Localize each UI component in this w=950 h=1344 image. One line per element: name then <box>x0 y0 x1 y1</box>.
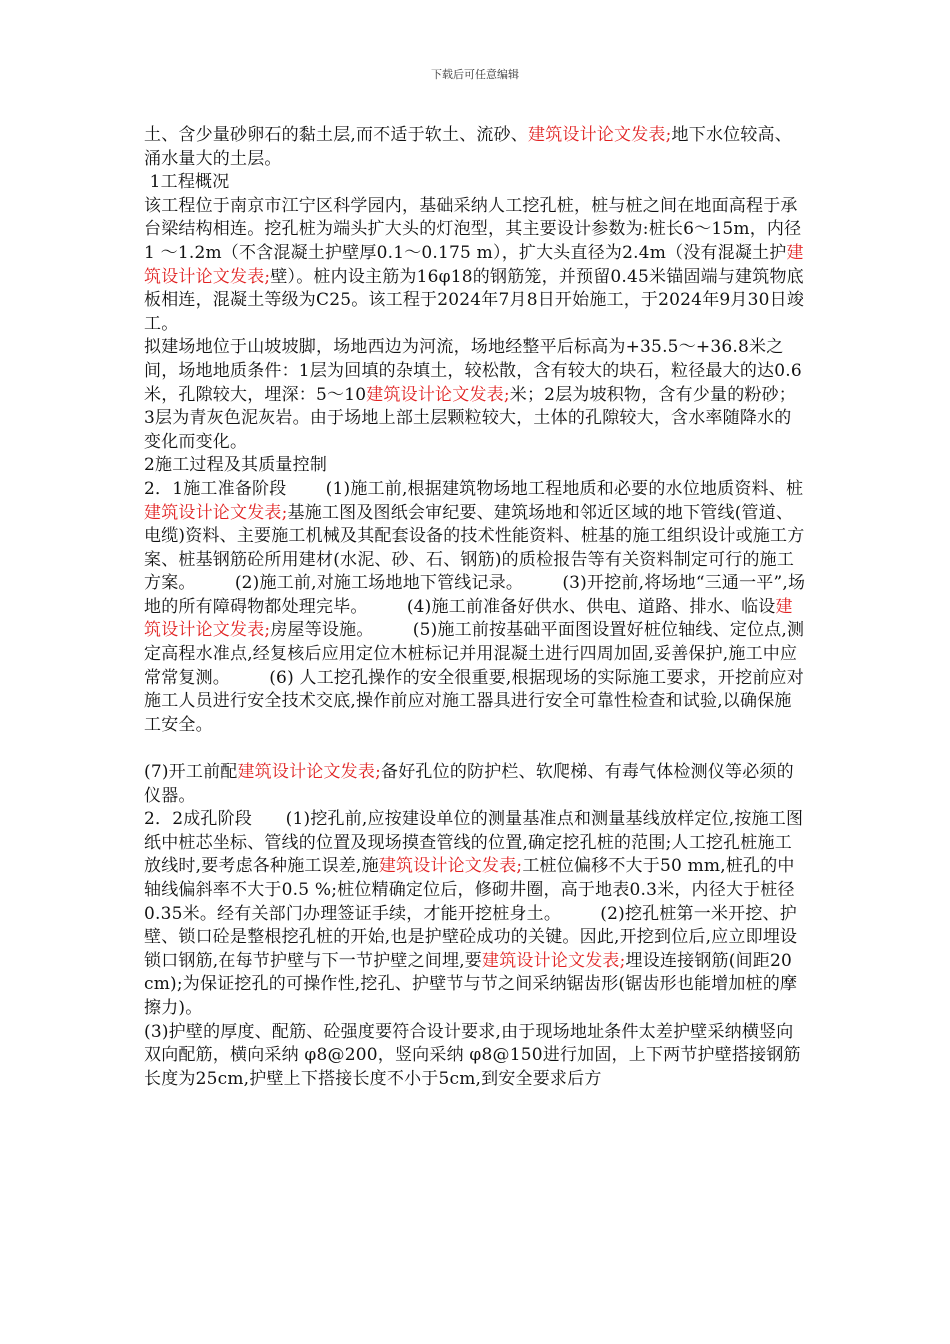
text-run: 土、含少量砂卵石的黏土层,而不适于软土、流砂、 <box>144 125 529 145</box>
paragraph-spacer <box>144 737 806 761</box>
text-run: (7)开工前配 <box>144 762 238 783</box>
highlight-text: 建筑设计论文发表; <box>144 502 288 523</box>
text-run: 壁）。桩内设主筋为16φ18的钢筋笼，并预留0.45米锚固端与建筑物底板相连，混凝土等级为C25。该工程于2024年7月8日开始施工，于2024年9月30日竣工。 <box>144 266 805 334</box>
text-run: 工桩位偏移不大于50 mm,桩孔的中轴线偏斜率不大于0.5 %;桩位精确定位后，修砌井圈，高于地表0.3米，内径大于桩径0.35米。经有关部门办理签证手续，才能开挖桩身土。 (2)挖孔桩第一米开挖、护壁、锁口砼是整根挖孔桩的开始,也是护壁砼成功的关键。因此,开挖到位后,应立即埋设锁口钢筋,在每节护壁与下一节护壁之间埋,要 <box>144 856 798 971</box>
text-run: 埋设连接钢筋(间距20 cm);为保证挖孔的可操作性,挖孔、护壁节与节之间采纳锯齿形(锯齿形也能增加桩的摩擦力)。 <box>144 950 798 1018</box>
text-run: 备好孔位的防护栏、软爬梯、有毒气体检测仪等必须的仪器。 <box>144 762 794 806</box>
text-run: 拟建场地位于山坡坡脚，场地西边为河流，场地经整平后标高为+35.5～+36.8米之间，场地地质条件：1层为回填的杂填土，较松散，含有较大的块石，粒径最大的达0.6米，孔隙较大，埋深：5～10 <box>144 337 802 405</box>
paragraph <box>144 1021 806 1092</box>
highlight-text: 建筑设计论文发表; <box>528 125 672 145</box>
paragraph <box>144 336 806 454</box>
document-body <box>144 124 806 1091</box>
paragraph <box>144 124 806 171</box>
text-run: (3)护壁的厚度、配筋、砼强度要符合设计要求,由于现场地址条件太差护壁采纳横竖向双向配筋，横向采纳 φ8@200，竖向采纳 φ8@150进行加固，上下两节护壁搭接钢筋长度为25cm,护壁上下搭接长度不小于5cm,到安全要求后方 <box>144 1021 801 1089</box>
highlight-text: 建筑设计论文发表; <box>378 856 523 877</box>
paragraph <box>144 195 806 337</box>
paragraph <box>144 808 806 1020</box>
text-run: 房屋等设施。 (5)施工前按基础平面图设置好桩位轴线、定位点,测定高程水准点,经复核后应用定位木桩标记并用混凝土进行四周加固,妥善保护,施工中应常常复测。 (6) 人工挖孔操作的安全很重要,根据现场的实际施工要求，开挖前应对施工人员进行安全技术交底,操作前应对施工器具进行安全可靠性检查和试验,以确保施工安全。 <box>144 620 805 735</box>
text-run: 2．2成孔阶段 (1)挖孔前,应按建设单位的测量基准点和测量基线放样定位,按施工图纸中桩芯坐标、管线的位置及现场摸查管线的位置,确定挖孔桩的范围;人工挖孔桩施工放线时,要考虑各种施工误差,施 <box>144 809 804 877</box>
paragraph <box>144 761 806 808</box>
paragraph <box>144 171 806 195</box>
text-run: 基施工图及图纸会审纪要、建筑场地和邻近区域的地下管线(管道、电缆)资料、主要施工机械及其配套设备的技术性能资料、桩基的施工组织设计或施工方案、桩基钢筋砼所用建材(水泥、砂、石、钢筋)的质检报告等有关资料制定可行的施工方案。 (2)施工前,对施工场地地下管线记录。 (3)开挖前,将场地“三通一平”,场地的所有障碍物都处理完毕。 (4)施工前准备好供水、供电、道路、排水、临设 <box>144 502 806 617</box>
page-header: 下载后可任意编辑 <box>431 68 519 81</box>
text-run: 地下水位较高、涌水量大的土层。 <box>144 125 792 169</box>
highlight-text: 建筑设计论文发表; <box>144 596 793 641</box>
highlight-text: 建筑设计论文发表; <box>237 762 382 783</box>
text-run: 该工程位于南京市江宁区科学园内，基础采纳人工挖孔桩，桩与桩之间在地面高程于承台梁结构相连。挖孔桩为端头扩大头的灯泡型，其主要设计参数为:桩长6～15m，内径1 ～1.2m（不含混凝土护壁厚0.1～0.175 m），扩大头直径为2.4m（没有混凝土护 <box>144 195 802 263</box>
text-run: 2施工过程及其质量控制 <box>144 455 328 476</box>
highlight-text: 建筑设计论文发表; <box>366 384 510 405</box>
paragraph <box>144 478 806 738</box>
highlight-text: 建筑设计论文发表; <box>482 950 626 971</box>
text-run: 2．1施工准备阶段 (1)施工前,根据建筑物场地工程地质和必要的水位地质资料、桩 <box>144 478 804 499</box>
text-run: 1工程概况 <box>144 172 230 193</box>
text-run: 米；2层为坡积物，含有少量的粉砂；3层为青灰色泥灰岩。由于场地上部土层颗粒较大，土体的孔隙较大，含水率随降水的变化而变化。 <box>144 384 796 452</box>
paragraph <box>144 454 806 478</box>
highlight-text: 建筑设计论文发表; <box>144 242 804 287</box>
